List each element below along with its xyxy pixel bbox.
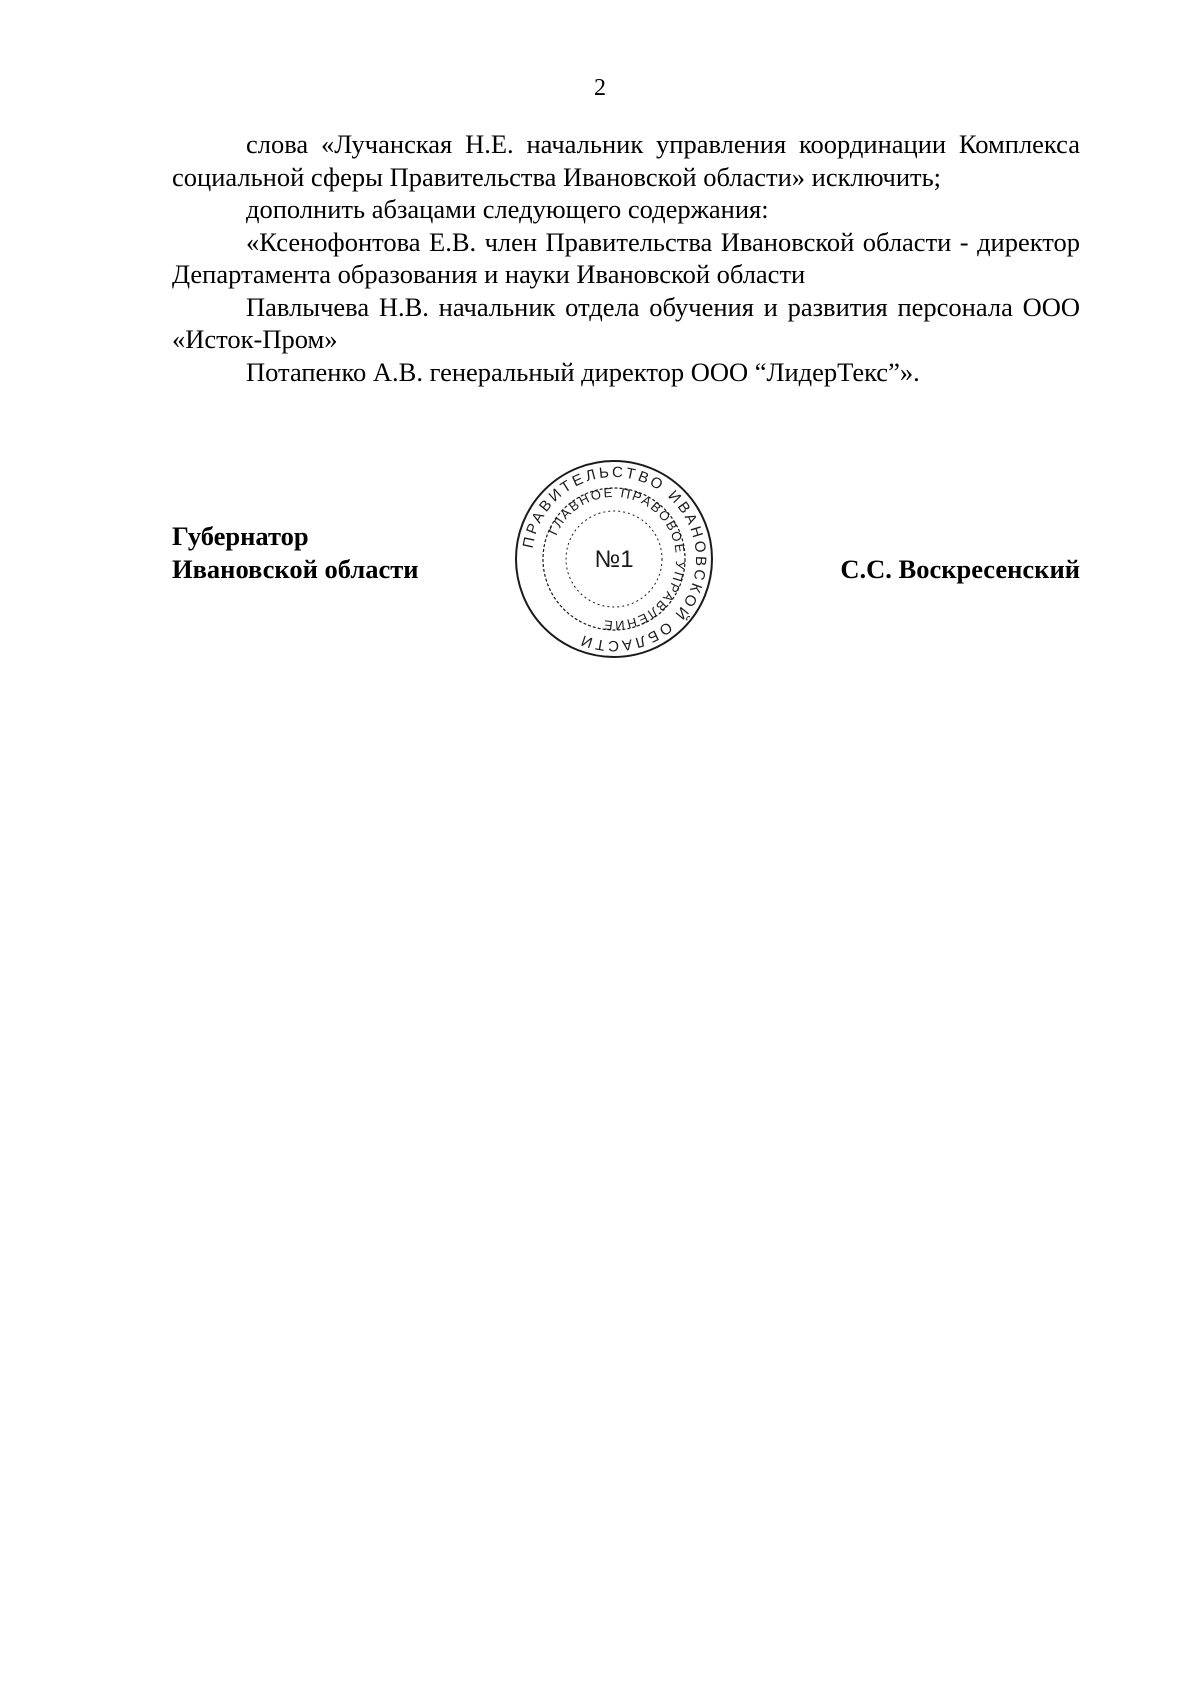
paragraph-member-2: Павлычева Н.В. начальник отдела обучения и развития персонала ООО «Исток-Пром» (172, 291, 1080, 354)
paragraph-member-3: Потапенко А.В. генеральный директор ООО “ЛидерТекс”». (246, 356, 920, 387)
paragraph-addition-intro: дополнить абзацами следующего содержания: (246, 194, 769, 224)
governor-title (172, 520, 419, 585)
page-number: 2 (594, 75, 606, 101)
paragraph-exclusion: слова «Лучанская Н.Е. начальник управления координации Комплекса социальной сферы Правительства Ивановской области» исключить; (172, 129, 1080, 192)
paragraph-member-1: «Ксенофонтова Е.В. член Правительства Ивановской области - директор Департамента образования и науки Ивановской области (172, 226, 1080, 289)
stamp-number: №1 (594, 546, 634, 573)
stamp-outer-text: ПРАВИТЕЛЬСТВО ИВАНОВСКОЙ ОБЛАСТИ (519, 463, 710, 655)
document-body (172, 128, 1080, 388)
governor-title-line1: Губернатор (172, 521, 309, 551)
stamp-inner-text: ГЛАВНОЕ ПРАВОВОЕ УПРАВЛЕНИЕ (545, 484, 689, 634)
signer-name: С.С. Воскресенский (840, 553, 1080, 584)
stamp-seal-icon (509, 454, 719, 664)
official-stamp (509, 454, 719, 664)
governor-title-line2: Ивановской области (172, 553, 419, 584)
